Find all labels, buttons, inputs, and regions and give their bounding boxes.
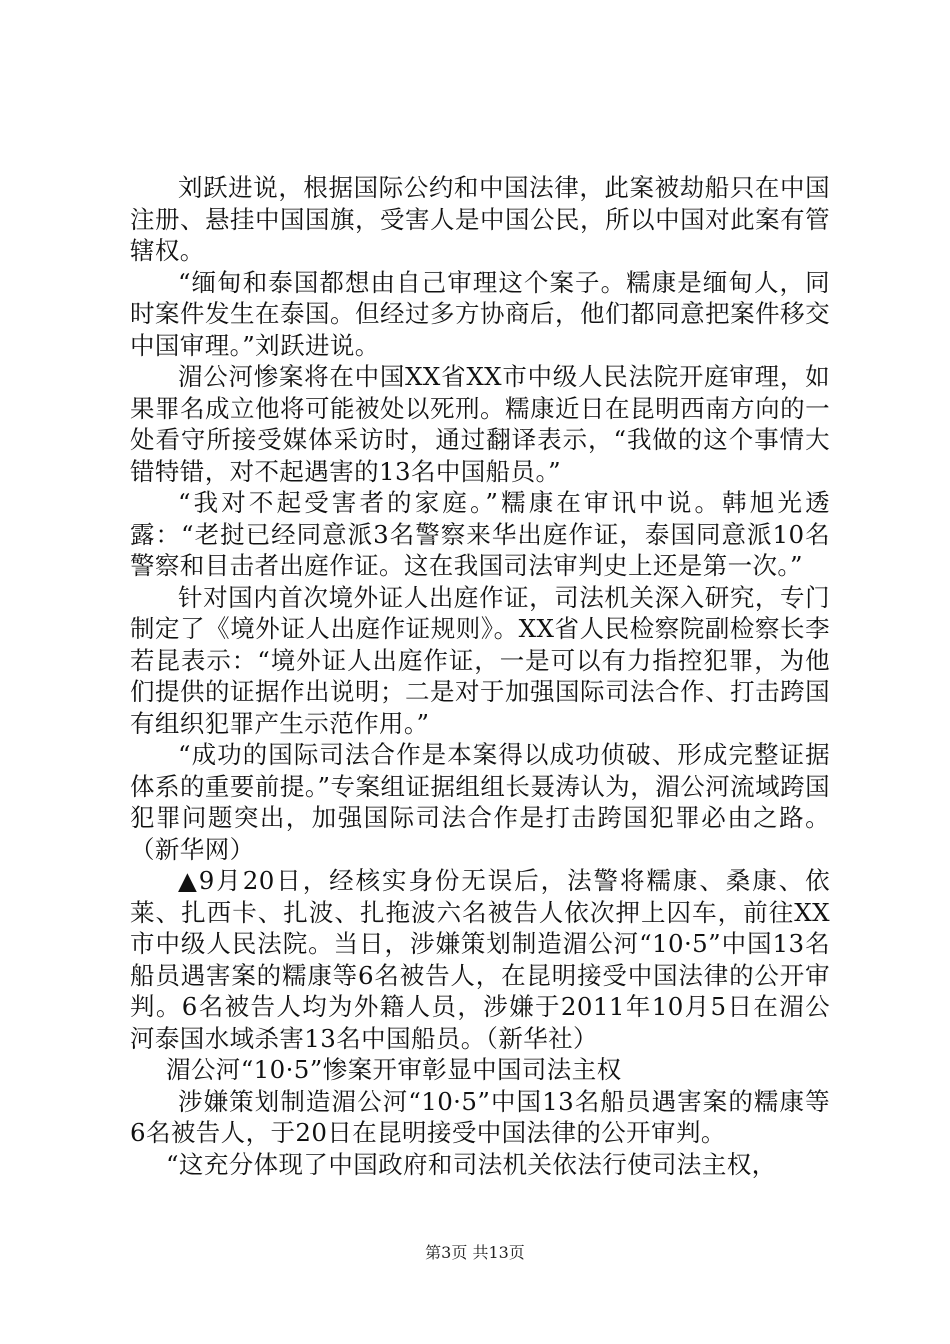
paragraph-photo-caption: ▲9月20日，经核实身份无误后，法警将糯康、桑康、依莱、扎西卡、扎波、扎拖波六名被告人依次押上囚车，前往XX市中级人民法院。当日，涉嫌策划制造湄公河“10·5”中国13名船员遇害案的糯康等6名被告人，在昆明接受中国法律的公开审判。6名被告人均为外籍人员，涉嫌于2011年10月5日在湄公河泰国水域杀害13名中国船员。（新华社） — [130, 866, 830, 1053]
section-heading: 湄公河“10·5”惨案开审彰显中国司法主权 — [166, 1055, 622, 1084]
paragraph-liu-yuejin-jurisdiction: 刘跃进说，根据国际公约和中国法律，此案被劫船只在中国注册、悬挂中国国旗，受害人是中国公民，所以中国对此案有管辖权。 — [130, 173, 830, 265]
paragraph-foreign-witness-rules: 针对国内首次境外证人出庭作证，司法机关深入研究，专门制定了《境外证人出庭作证规则》。XX省人民检察院副检察长李若昆表示：“境外证人出庭作证，一是可以有力指控犯罪，为他们提供的证据作出说明；二是对于加强国际司法合作、打击跨国有组织犯罪产生示范作用。” — [130, 582, 830, 738]
paragraph-myanmar-thailand-quote: “缅甸和泰国都想由自己审理这个案子。糯康是缅甸人，同时案件发生在泰国。但经过多方协商后，他们都同意把案件移交中国审理。”刘跃进说。 — [130, 267, 830, 360]
paragraph-apology-witnesses: “我对不起受害者的家庭。”糯康在审讯中说。韩旭光透露：“老挝已经同意派3名警察来华出庭作证，泰国同意派10名警察和目击者出庭作证。这在我国司法审判史上还是第一次。” — [130, 488, 830, 580]
paragraph-judicial-cooperation: “成功的国际司法合作是本案得以成功侦破、形成完整证据体系的重要前提。”专案组证据组组长聂涛认为，湄公河流域跨国犯罪问题突出，加强国际司法合作是打击跨国犯罪必由之路。（新华网） — [130, 740, 830, 864]
paragraph-sovereignty-quote: “这充分体现了中国政府和司法机关依法行使司法主权， — [166, 1149, 777, 1179]
paragraph-public-trial: 涉嫌策划制造湄公河“10·5”中国13名船员遇害案的糯康等6名被告人，于20日在昆明接受中国法律的公开审判。 — [130, 1086, 830, 1147]
document-body — [130, 172, 830, 1180]
page-number-footer: 第3页 共13页 — [425, 1243, 525, 1262]
paragraph-trial-location: 湄公河惨案将在中国XX省XX市中级人民法院开庭审理，如果罪名成立他将可能被处以死刑。糯康近日在昆明西南方向的一处看守所接受媒体采访时，通过翻译表示，“我做的这个事情大错特错，对不起遇害的13名中国船员。” — [130, 362, 830, 486]
